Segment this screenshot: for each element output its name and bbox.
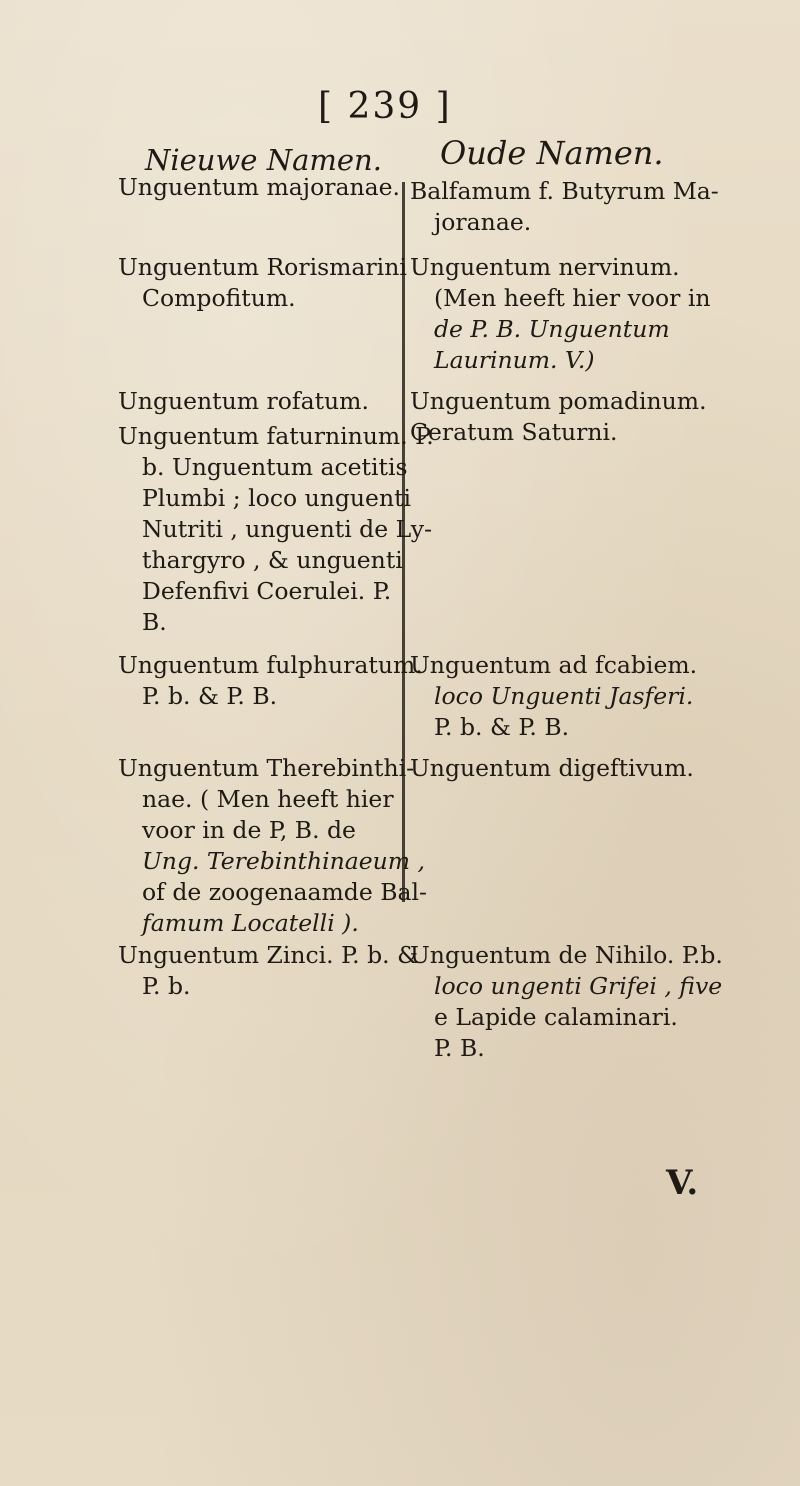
right-entry (410, 417, 618, 448)
entry-line: Plumbi ; loco unguenti (142, 484, 412, 512)
page-number: [ 239 ] (318, 86, 452, 127)
entry-line: Unguentum nervinum. (410, 253, 680, 281)
entry-line: Unguentum rofatum. (118, 387, 369, 415)
entry-line: P. b. (142, 972, 191, 1000)
entry-line: Unguentum fulphuratum. (118, 651, 423, 679)
entry-line: de P. B. Unguentum (434, 315, 670, 343)
entry-line: P. b. & P. B. (142, 682, 278, 710)
right-entry (410, 650, 697, 743)
entry-line: loco ungenti Grifei , five (434, 972, 723, 1000)
entry-line: Nutriti , unguenti de Ly- (142, 515, 433, 543)
entry-line: of de zoogenaamde Bal- (142, 878, 427, 906)
left-column-header: Nieuwe Namen. (145, 143, 382, 177)
left-entry (118, 172, 400, 203)
entry-line: nae. ( Men heeft hier (142, 785, 394, 813)
entry-line: Unguentum majoranae. (118, 173, 400, 201)
entry-line: Unguentum Therebinthi- (118, 754, 415, 782)
right-entry (410, 940, 723, 1064)
left-entry (118, 650, 423, 712)
entry-line: joranae. (434, 208, 532, 236)
entry-line: Ceratum Saturni. (410, 418, 618, 446)
entry-line: B. (142, 608, 167, 636)
entry-line: e Lapide calaminari. (434, 1003, 678, 1031)
entry-line: Unguentum pomadinum. (410, 387, 707, 415)
entry-line: Unguentum digeftivum. (410, 754, 694, 782)
left-entry (118, 421, 434, 638)
entry-line: Unguentum faturninum. P. (118, 422, 434, 450)
entry-line: Unguentum Zinci. P. b. & (118, 941, 418, 969)
entry-line: Balfamum f. Butyrum Ma- (410, 177, 719, 205)
entry-line: Ung. Terebinthinaeum , (142, 847, 426, 875)
entry-line: voor in de P, B. de (142, 816, 356, 844)
left-entry (118, 940, 418, 1002)
entry-line: Unguentum Rorismarini (118, 253, 407, 281)
entry-line: Defenfivi Coerulei. P. (142, 577, 392, 605)
entry-line: Unguentum ad fcabiem. (410, 651, 698, 679)
right-entry (410, 252, 711, 376)
entry-line: famum Locatelli ). (142, 909, 359, 937)
left-entry (118, 252, 407, 314)
right-column-header: Oude Namen. (440, 134, 664, 172)
left-entry (118, 386, 369, 417)
right-entry (410, 386, 707, 417)
entry-line: Laurinum. V.) (434, 346, 595, 374)
entry-line: Unguentum de Nihilo. P.b. (410, 941, 723, 969)
right-entry (410, 176, 719, 238)
entry-line: (Men heeft hier voor in (434, 284, 711, 312)
entry-line: thargyro , & unguenti (142, 546, 403, 574)
right-entry (410, 753, 694, 784)
entry-line: loco Unguenti Jasferi. (434, 682, 694, 710)
entry-line: P. B. (434, 1034, 485, 1062)
entry-line: Compofitum. (142, 284, 296, 312)
catchword: V. (666, 1163, 699, 1203)
left-entry (118, 753, 427, 939)
entry-line: b. Unguentum acetitis (142, 453, 408, 481)
entry-line: P. b. & P. B. (434, 713, 570, 741)
